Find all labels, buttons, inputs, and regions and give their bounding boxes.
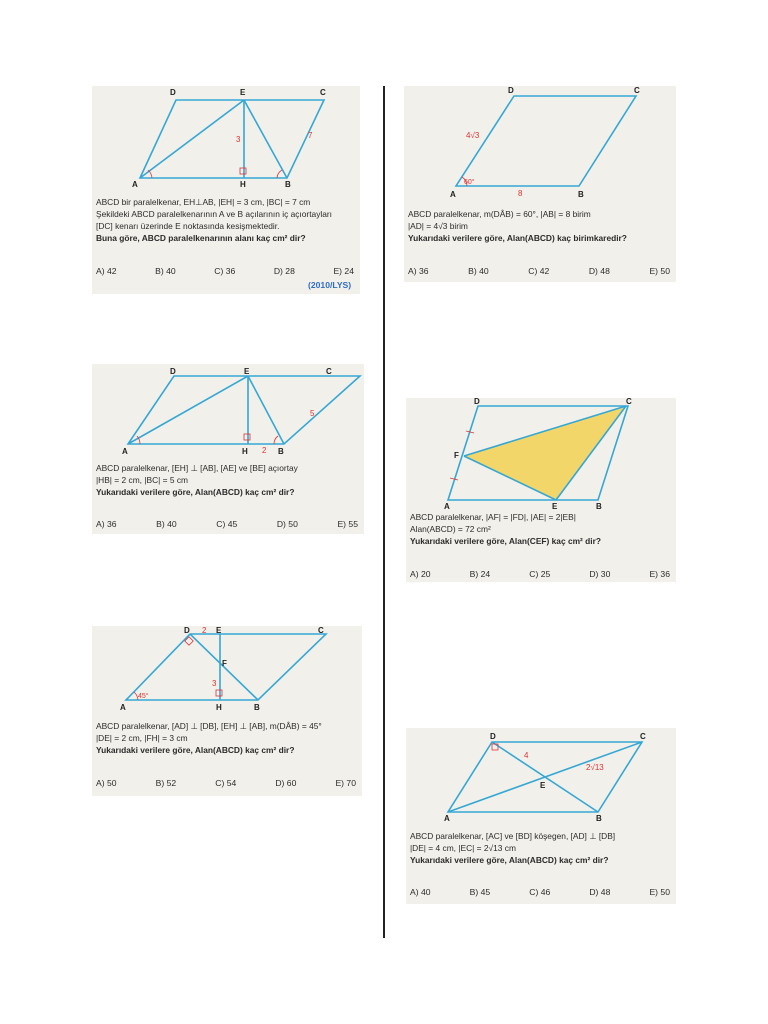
question-4 — [406, 398, 676, 582]
choice-e[interactable]: E) 50 — [649, 266, 670, 276]
point-label: D — [170, 367, 176, 376]
length-mark: 7 — [308, 131, 313, 140]
choice-c[interactable]: C) 25 — [529, 569, 551, 579]
question-text — [96, 720, 358, 756]
point-label: C — [640, 732, 646, 741]
length-mark: 3 — [236, 135, 241, 144]
choice-e[interactable]: E) 36 — [649, 569, 670, 579]
figure-6 — [406, 728, 676, 824]
choice-d[interactable]: D) 50 — [276, 519, 298, 529]
choice-c[interactable]: C) 54 — [215, 778, 237, 788]
choice-c[interactable]: C) 46 — [529, 887, 551, 897]
point-label: H — [242, 447, 248, 456]
point-label: D — [474, 397, 480, 406]
point-label: D — [508, 86, 514, 95]
given-line: Alan(ABCD) = 72 cm² — [410, 524, 491, 534]
question-3 — [92, 364, 364, 534]
question-text — [410, 511, 672, 547]
question-prompt: Yukarıdaki verilere göre, Alan(ABCD) kaç cm² dir? — [410, 855, 609, 865]
angle-mark: 45° — [138, 693, 149, 700]
given-line: ABCD paralelkenar, |AF| = |FD|, |AE| = 2|EB| — [410, 512, 576, 522]
point-label: C — [326, 367, 332, 376]
figure-1 — [92, 86, 360, 191]
choice-c[interactable]: C) 45 — [216, 519, 238, 529]
choice-b[interactable]: B) 40 — [156, 519, 177, 529]
point-label: E — [240, 88, 246, 97]
choice-b[interactable]: B) 40 — [155, 266, 176, 276]
length-mark: 4√3 — [466, 131, 480, 140]
length-mark: 2√13 — [586, 763, 604, 772]
given-line: ABCD paralelkenar, [AC] ve [BD] köşegen, [AD] ⊥ [DB] — [410, 831, 616, 841]
answer-choices — [96, 266, 354, 276]
answer-choices — [410, 887, 670, 897]
choice-d[interactable]: D) 30 — [589, 569, 611, 579]
question-5 — [92, 626, 362, 796]
choice-a[interactable]: A) 42 — [96, 266, 117, 276]
point-label: A — [444, 814, 450, 823]
point-label: H — [240, 180, 246, 189]
point-label: E — [244, 367, 250, 376]
column-divider — [383, 86, 385, 938]
choice-e[interactable]: E) 50 — [649, 887, 670, 897]
point-label: A — [122, 447, 128, 456]
point-label: A — [450, 190, 456, 199]
choice-e[interactable]: E) 24 — [333, 266, 354, 276]
question-text — [96, 196, 356, 244]
point-label: C — [626, 397, 632, 406]
choice-e[interactable]: E) 55 — [337, 519, 358, 529]
point-label: B — [285, 180, 291, 189]
point-label: C — [318, 626, 324, 635]
point-label: B — [578, 190, 584, 199]
point-label: B — [596, 814, 602, 823]
point-label: A — [444, 502, 450, 511]
length-mark: 2 — [202, 626, 207, 635]
choice-a[interactable]: A) 20 — [410, 569, 431, 579]
choice-a[interactable]: A) 36 — [408, 266, 429, 276]
given-line: |AD| = 4√3 birim — [408, 221, 468, 231]
point-label: D — [170, 88, 176, 97]
choice-c[interactable]: C) 36 — [214, 266, 236, 276]
angle-mark: 60° — [464, 179, 475, 186]
choice-e[interactable]: E) 70 — [335, 778, 356, 788]
question-text — [410, 830, 672, 866]
figure-2 — [404, 86, 676, 201]
question-prompt: Buna göre, ABCD paralelkenarının alanı kaç cm² dir? — [96, 233, 306, 243]
length-mark: 5 — [310, 409, 315, 418]
point-label: H — [216, 703, 222, 712]
point-label: E — [216, 626, 222, 635]
point-label: A — [132, 180, 138, 189]
choice-b[interactable]: B) 52 — [155, 778, 177, 788]
given-line: ABCD paralelkenar, m(DÂB) = 60°, |AB| = 8 birim — [408, 209, 591, 219]
choice-c[interactable]: C) 42 — [528, 266, 550, 276]
given-line: |DE| = 2 cm, |FH| = 3 cm — [96, 733, 188, 743]
question-1 — [92, 86, 360, 294]
answer-choices — [96, 519, 358, 529]
answer-choices — [410, 569, 670, 579]
length-mark: 2 — [262, 446, 267, 455]
question-2 — [404, 86, 676, 282]
question-prompt: Yukarıdaki verilere göre, Alan(ABCD) kaç cm² dir? — [96, 487, 295, 497]
source-tag: (2010/LYS) — [308, 280, 352, 290]
question-prompt: Yukarıdaki verilere göre, Alan(ABCD) kaç cm² dir? — [96, 745, 295, 755]
point-label: F — [222, 659, 227, 668]
point-label: D — [184, 626, 190, 635]
answer-choices — [96, 778, 356, 788]
question-prompt: Yukarıdaki verilere göre, Alan(CEF) kaç cm² dir? — [410, 536, 601, 546]
choice-b[interactable]: B) 40 — [468, 266, 489, 276]
given-line: ABCD bir paralelkenar, EH⊥AB, |EH| = 3 cm, |BC| = 7 cm — [96, 197, 311, 207]
choice-d[interactable]: D) 48 — [588, 266, 610, 276]
point-label: E — [540, 781, 546, 790]
given-line: [DC] kenarı üzerinde E noktasında kesişmektedir. — [96, 221, 280, 231]
choice-b[interactable]: B) 24 — [469, 569, 491, 579]
given-line: Şekildeki ABCD paralelkenarının A ve B açılarının iç açıortayları — [96, 209, 333, 219]
point-label: F — [454, 451, 459, 460]
figure-4 — [406, 398, 676, 510]
choice-d[interactable]: D) 60 — [275, 778, 297, 788]
choice-d[interactable]: D) 48 — [589, 887, 611, 897]
point-label: B — [254, 703, 260, 712]
given-line: ABCD paralelkenar, [EH] ⊥ [AB], [AE] ve [BE] açıortay — [96, 463, 298, 473]
choice-a[interactable]: A) 50 — [96, 778, 117, 788]
point-label: C — [634, 86, 640, 95]
point-label: B — [278, 447, 284, 456]
point-label: E — [552, 502, 558, 511]
choice-a[interactable]: A) 40 — [410, 887, 431, 897]
point-label: D — [490, 732, 496, 741]
given-line: |HB| = 2 cm, |BC| = 5 cm — [96, 475, 189, 485]
answer-choices — [408, 266, 670, 276]
given-line: ABCD paralelkenar, [AD] ⊥ [DB], [EH] ⊥ [AB], m(DÂB) = 45° — [96, 721, 322, 731]
length-mark: 3 — [212, 679, 217, 688]
figure-5 — [92, 626, 362, 712]
figure-3 — [92, 364, 364, 456]
choice-b[interactable]: B) 45 — [469, 887, 491, 897]
choice-a[interactable]: A) 36 — [96, 519, 117, 529]
point-label: C — [320, 88, 326, 97]
point-label: B — [596, 502, 602, 511]
length-mark: 4 — [524, 751, 529, 760]
choice-d[interactable]: D) 28 — [273, 266, 295, 276]
length-mark: 8 — [518, 189, 523, 198]
given-line: |DE| = 4 cm, |EC| = 2√13 cm — [410, 843, 516, 853]
question-6 — [406, 728, 676, 904]
question-text — [408, 208, 672, 244]
question-text — [96, 462, 360, 498]
point-label: A — [120, 703, 126, 712]
question-prompt: Yukarıdaki verilere göre, Alan(ABCD) kaç birimkaredir? — [408, 233, 627, 243]
